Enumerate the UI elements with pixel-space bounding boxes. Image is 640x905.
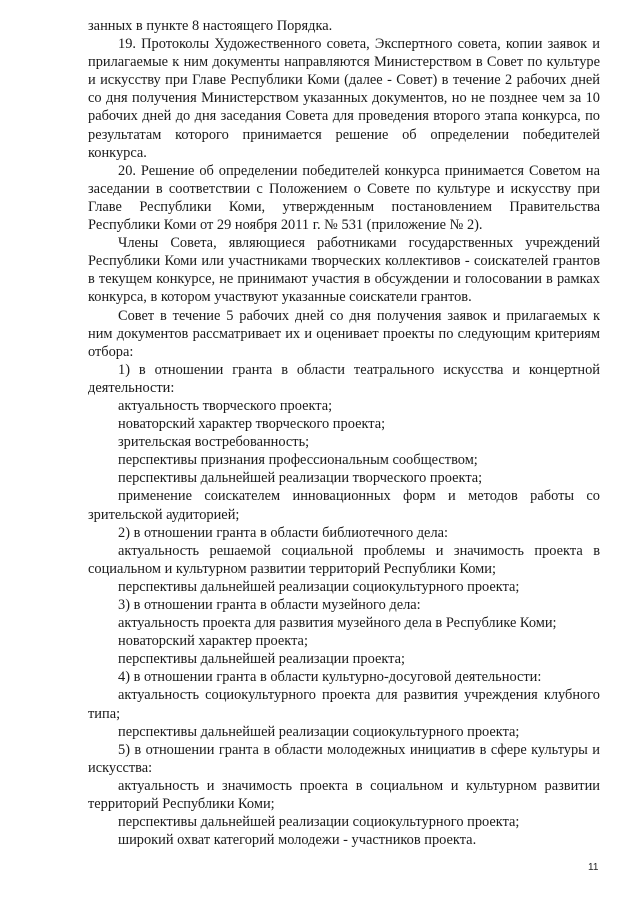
paragraph: перспективы признания профессиональным сообществом;: [118, 452, 478, 469]
document-body: [88, 17, 600, 849]
paragraph: зрительская востребованность;: [118, 434, 310, 451]
paragraph: перспективы дальнейшей реализации социокультурного проекта;: [118, 723, 520, 740]
paragraph: перспективы дальнейшей реализации творческого проекта;: [118, 470, 483, 487]
paragraph: 20. Решение об определении победителей конкурса принимается Советом на заседании в соответствии с Положением о Совете по культуре и искусству при Главе Республики Коми, утвержденным постановлением Правительства Республики Коми от 29 ноября 2011 г. № 531 (приложение № 2).: [88, 162, 600, 234]
paragraph: 5) в отношении гранта в области молодежных инициатив в сфере культуры и искусства:: [88, 741, 600, 776]
paragraph: Совет в течение 5 рабочих дней со дня получения заявок и прилагаемых к ним документов рассматривает их и оценивает проекты по следующим критериям отбора:: [88, 307, 600, 360]
paragraph: актуальность творческого проекта;: [118, 397, 333, 414]
paragraph: 1) в отношении гранта в области театрального искусства и концертной деятельности:: [88, 361, 600, 396]
paragraph: 4) в отношении гранта в области культурно-досуговой деятельности:: [118, 669, 542, 686]
paragraph: перспективы дальнейшей реализации проекта;: [118, 651, 405, 668]
paragraph: новаторский характер проекта;: [118, 633, 308, 650]
paragraph: 3) в отношении гранта в области музейного дела:: [118, 597, 421, 613]
paragraph: широкий охват категорий молодежи - участников проекта.: [118, 832, 477, 849]
paragraph: Члены Совета, являющиеся работниками государственных учреждений Республики Коми или участниками творческих коллективов - соискателей грантов в текущем конкурсе, не принимают участия в обсуждении и голосовании в рамках конкурса, в котором участвуют указанные соискатели грантов.: [88, 235, 600, 306]
paragraph: новаторский характер творческого проекта;: [118, 416, 386, 433]
paragraph: занных в пункте 8 настоящего Порядка.: [88, 18, 333, 34]
paragraph: применение соискателем инновационных форм и методов работы со зрительской аудиторией;: [88, 488, 600, 523]
paragraph: актуальность решаемой социальной проблемы и значимость проекта в социальном и культурном развитии территорий Республики Коми;: [88, 542, 600, 577]
paragraph: перспективы дальнейшей реализации социокультурного проекта;: [118, 814, 520, 831]
paragraph: перспективы дальнейшей реализации социокультурного проекта;: [118, 578, 520, 595]
paragraph: актуальность и значимость проекта в социальном и культурном развитии территорий Республики Коми;: [88, 777, 600, 813]
paragraph: актуальность социокультурного проекта для развития учреждения клубного типа;: [88, 687, 600, 722]
page-number: 11: [588, 862, 599, 873]
paragraph: 2) в отношении гранта в области библиотечного дела:: [118, 524, 449, 541]
paragraph: 19. Протоколы Художественного совета, Экспертного совета, копии заявок и прилагаемые к ним документы направляются Министерством в Совет по культуре и искусству при Главе Республики Коми (далее - Совет) в течение 2 рабочих дней со дня получения Министерством указанных документов, но не позднее чем за 10 рабочих дней до дня заседания Совета для проведения второго этапа конкурса, по результатам которого принимается решение об определении победителей конкурса.: [88, 36, 600, 161]
paragraph: актуальность проекта для развития музейного дела в Республике Коми;: [118, 615, 557, 632]
